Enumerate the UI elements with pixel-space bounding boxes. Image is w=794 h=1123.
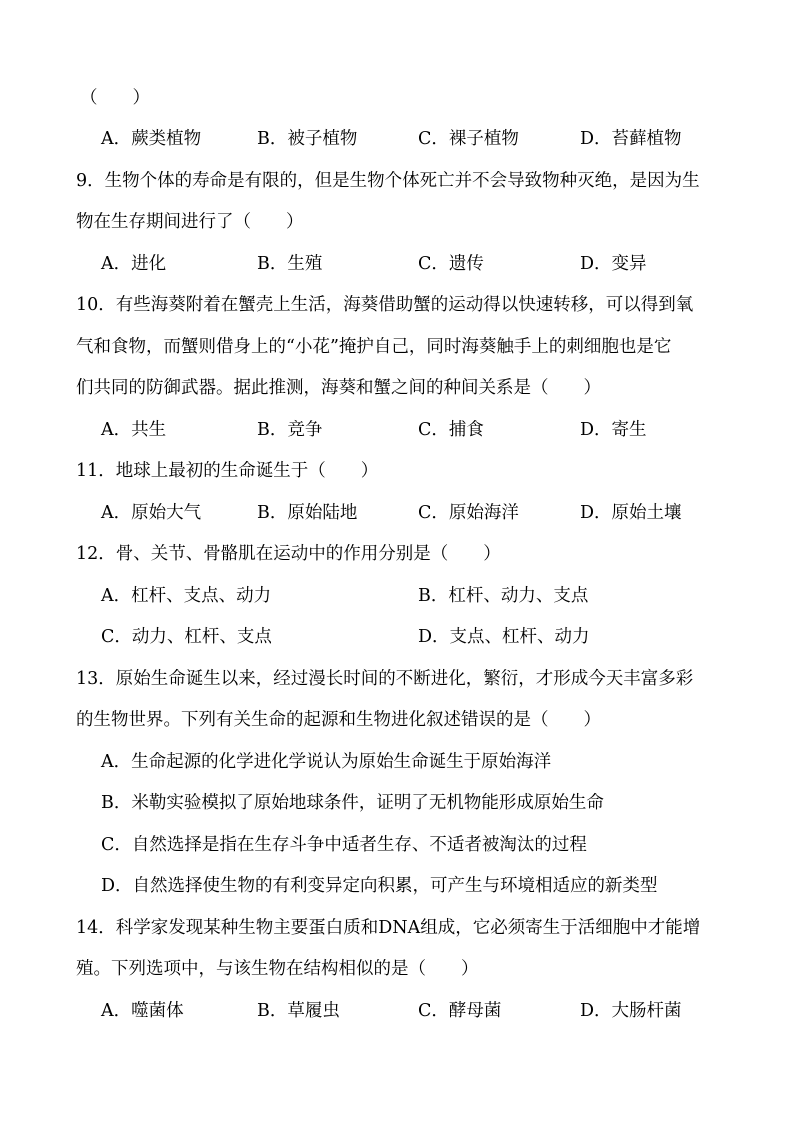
q8-option-c: C．裸子植物: [418, 129, 519, 149]
q13-option-d: D．自然选择使生物的有利变异定向积累，可产生与环境相适应的新类型: [101, 876, 658, 896]
q10-stem-line-2: 气和食物，而蟹则借身上的“小花”掩护自己，同时海葵触手上的刺细胞也是它: [76, 337, 672, 357]
q9-option-a: A．进化: [101, 254, 167, 274]
q10-option-b: B．竞争: [257, 420, 323, 440]
q9-option-b: B．生殖: [257, 254, 323, 274]
q12-option-a: A．杠杆、支点、动力: [101, 586, 272, 606]
q12-option-d: D．支点、杠杆、动力: [418, 627, 590, 647]
q14-option-b: B．草履虫: [257, 1001, 340, 1021]
q10-option-a: A．共生: [101, 420, 167, 440]
q11-option-b: B．原始陆地: [257, 503, 358, 523]
q8-option-a: A．蕨类植物: [101, 129, 202, 149]
q13-stem-line-2: 的生物世界。下列有关生命的起源和生物进化叙述错误的是（ ）: [76, 710, 601, 730]
q13-option-c: C．自然选择是指在生存斗争中适者生存、不适者被淘汰的过程: [101, 835, 587, 855]
q12-stem: 12．骨、关节、骨骼肌在运动中的作用分别是（ ）: [76, 544, 501, 564]
q9-option-c: C．遗传: [418, 254, 484, 274]
q10-option-c: C．捕食: [418, 420, 484, 440]
q9-stem-line-1: 9．生物个体的寿命是有限的，但是生物个体死亡并不会导致物种灭绝，是因为生: [76, 171, 700, 191]
q8-option-d: D．苔藓植物: [580, 129, 682, 149]
q13-stem-line-1: 13．原始生命诞生以来，经过漫长时间的不断进化，繁衍，才形成今天丰富多彩: [76, 669, 694, 689]
q14-option-c: C．酵母菌: [418, 1001, 502, 1021]
q14-option-d: D．大肠杆菌: [580, 1001, 682, 1021]
q10-option-d: D．寄生: [580, 420, 647, 440]
q14-option-a: A．噬菌体: [101, 1001, 184, 1021]
q13-option-b: B．米勒实验模拟了原始地球条件，证明了无机物能形成原始生命: [101, 793, 604, 813]
q12-option-b: B．杠杆、动力、支点: [418, 586, 589, 606]
question-8-stem-end: （ ）: [80, 88, 150, 108]
q9-option-d: D．变异: [580, 254, 647, 274]
q14-stem-line-1: 14．科学家发现某种生物主要蛋白质和DNA组成，它必须寄生于活细胞中才能增: [76, 918, 701, 938]
q14-stem-line-2: 殖。下列选项中，与该生物在结构相似的是（ ）: [76, 959, 479, 979]
q10-stem-line-1: 10．有些海葵附着在蟹壳上生活，海葵借助蟹的运动得以快速转移，可以得到氧: [76, 295, 694, 315]
q12-option-c: C．动力、杠杆、支点: [101, 627, 272, 647]
q8-option-b: B．被子植物: [257, 129, 358, 149]
q11-option-d: D．原始土壤: [580, 503, 682, 523]
q11-option-c: C．原始海洋: [418, 503, 519, 523]
q11-stem: 11．地球上最初的生命诞生于（ ）: [76, 461, 379, 481]
q13-option-a: A．生命起源的化学进化学说认为原始生命诞生于原始海洋: [101, 752, 552, 772]
q11-option-a: A．原始大气: [101, 503, 202, 523]
q10-stem-line-3: 们共同的防御武器。据此推测，海葵和蟹之间的种间关系是（ ）: [76, 378, 601, 398]
q9-stem-line-2: 物在生存期间进行了（ ）: [76, 212, 304, 232]
